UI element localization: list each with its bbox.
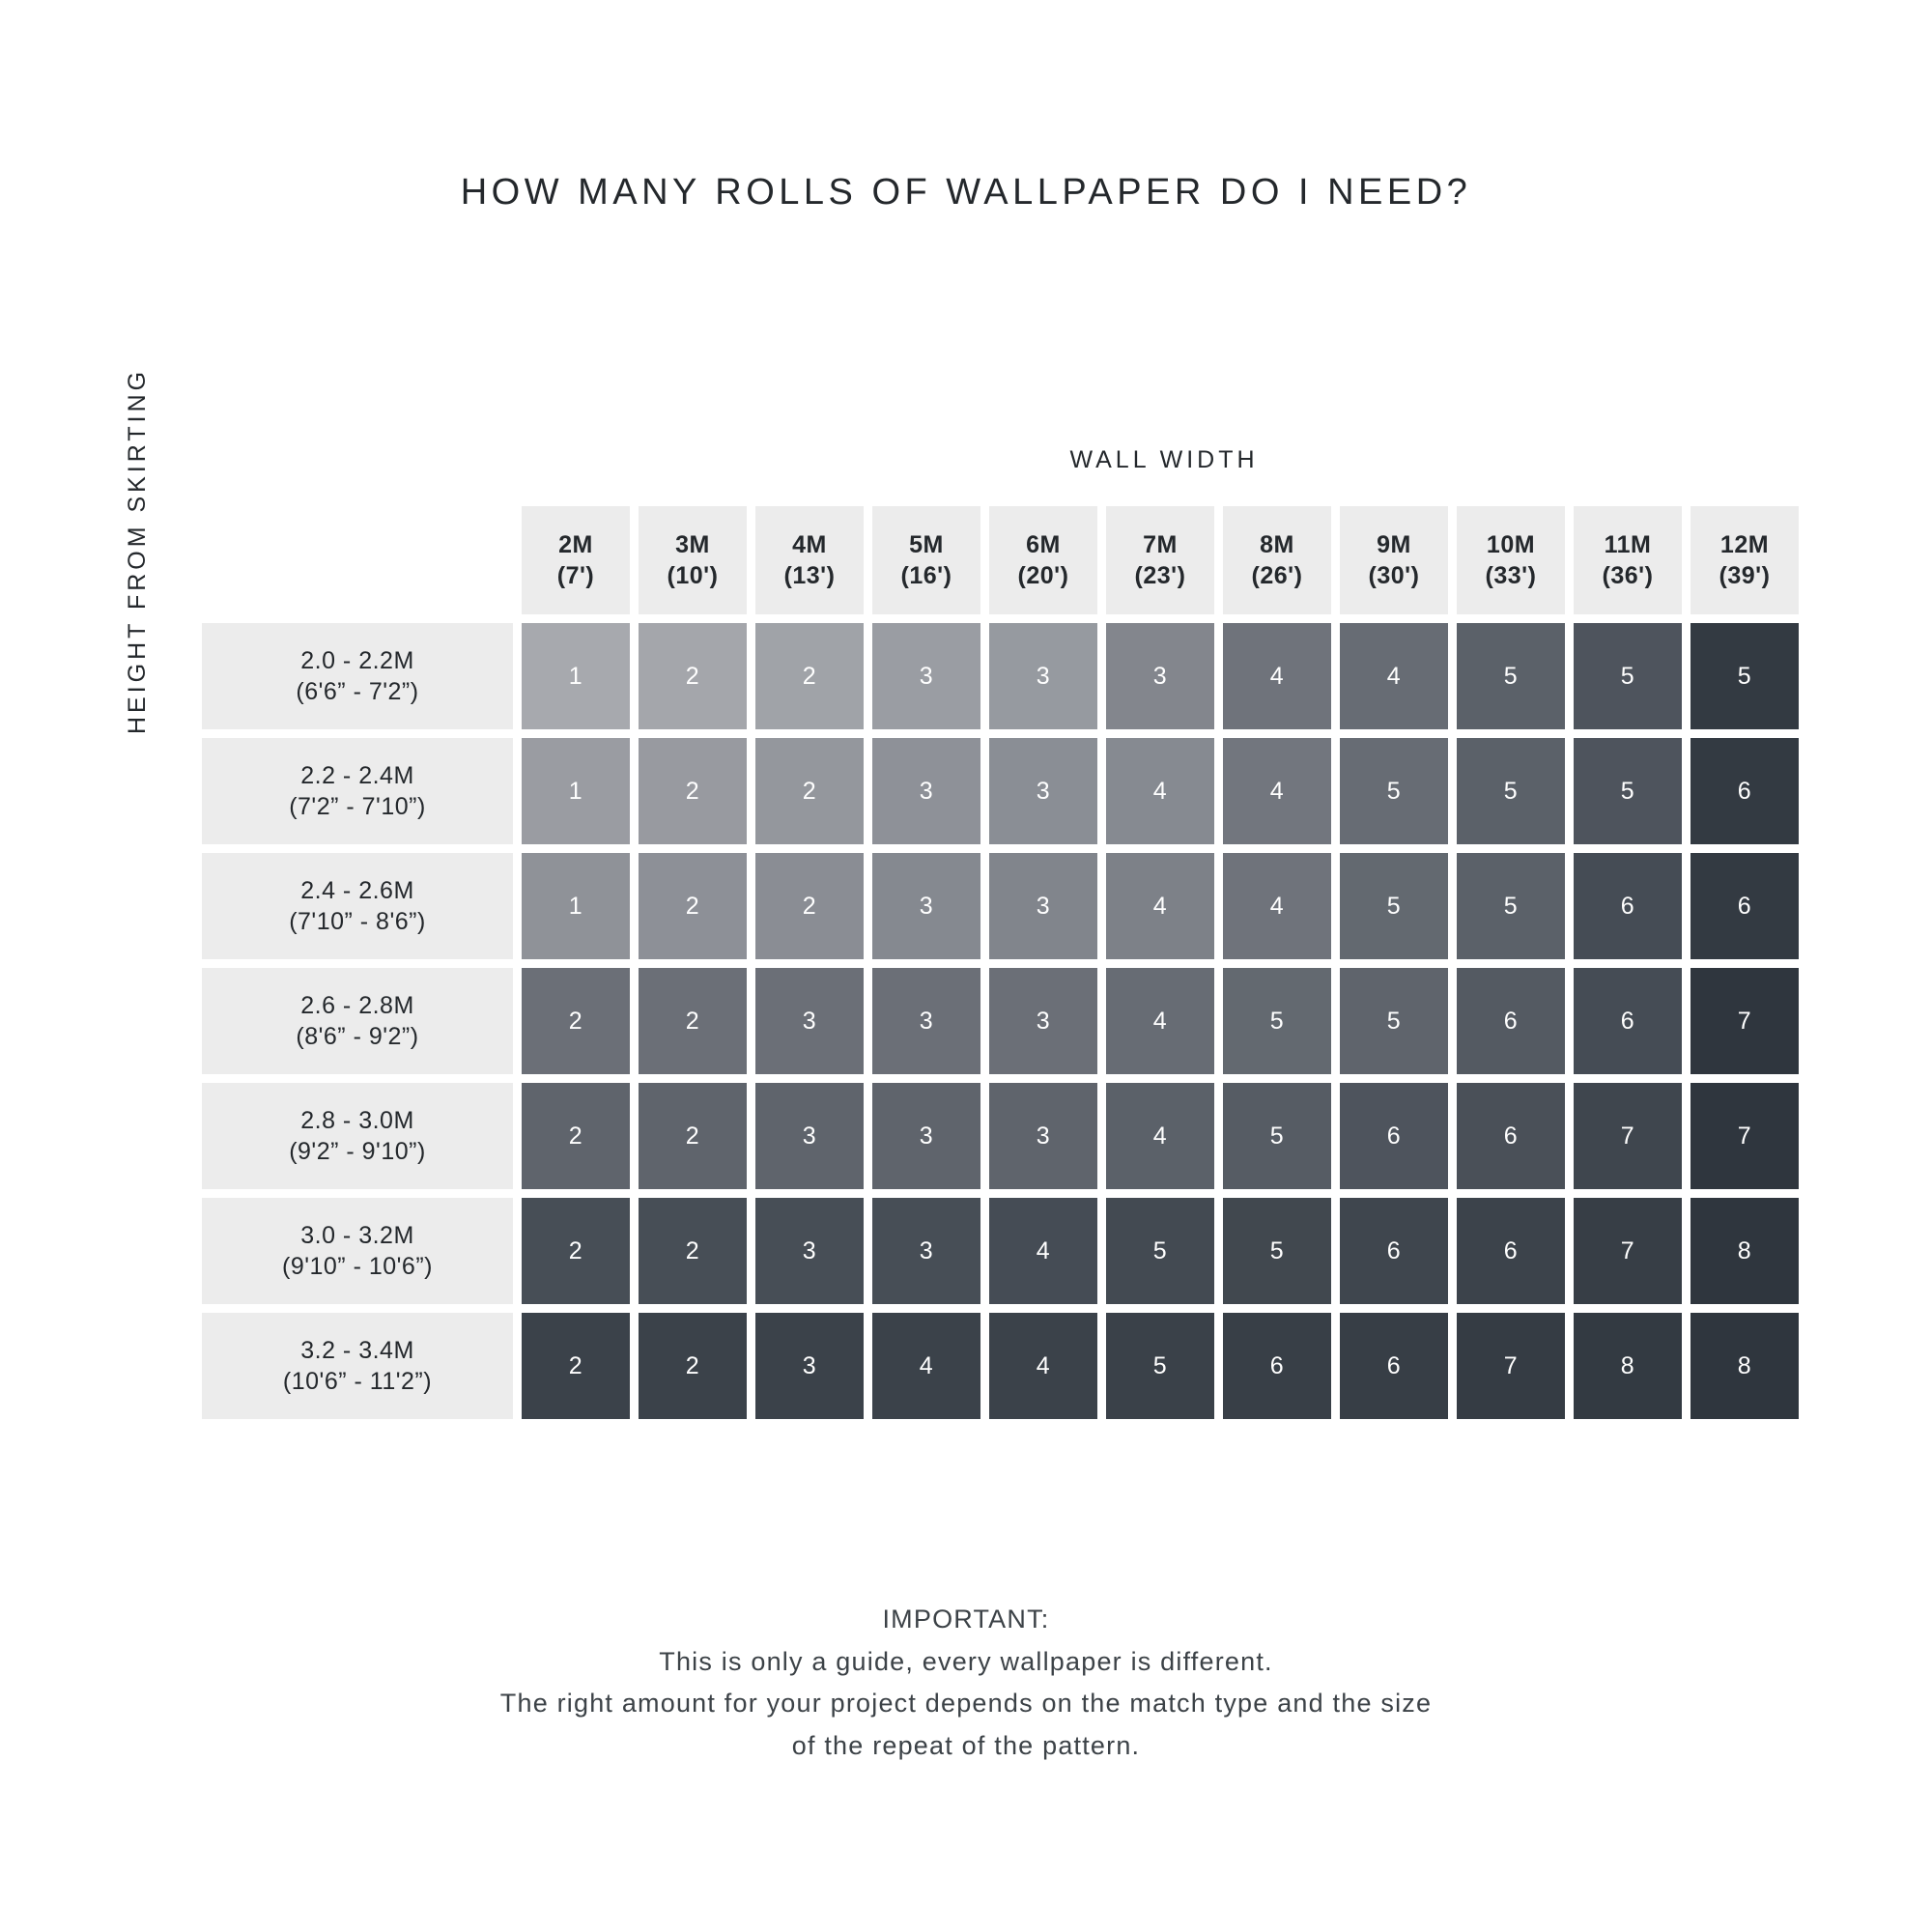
matrix-cell: 2: [639, 1313, 747, 1419]
matrix-cell: 5: [1457, 623, 1565, 729]
matrix-cell: 3: [989, 853, 1097, 959]
table-row: [202, 968, 1799, 1074]
column-header-imperial: (23'): [1134, 562, 1186, 589]
matrix-cell: 2: [522, 1083, 630, 1189]
matrix-cell: 6: [1223, 1313, 1331, 1419]
matrix-cell: 5: [1340, 853, 1448, 959]
column-header: [989, 506, 1097, 614]
matrix-cell: 4: [1340, 623, 1448, 729]
matrix-cell: 3: [755, 1313, 864, 1419]
matrix-cell: 2: [522, 968, 630, 1074]
matrix-cell: 6: [1574, 968, 1682, 1074]
matrix-cell: 1: [522, 623, 630, 729]
column-header: [1457, 506, 1565, 614]
row-header-imperial: (6'6” - 7'2”): [296, 678, 419, 705]
row-header-metric: 2.8 - 3.0M: [300, 1106, 414, 1134]
column-header-metric: 11M: [1604, 531, 1652, 558]
column-header-imperial: (30'): [1368, 562, 1420, 589]
matrix-cell: 4: [1223, 738, 1331, 844]
matrix-cell: 4: [872, 1313, 980, 1419]
matrix-cell: 5: [1223, 1198, 1331, 1304]
matrix-cell: 3: [755, 1083, 864, 1189]
matrix-cell: 5: [1457, 853, 1565, 959]
column-header-metric: 10M: [1486, 531, 1536, 558]
column-header-imperial: (7'): [556, 562, 595, 589]
column-header-metric: 3M: [675, 531, 710, 558]
column-header-metric: 7M: [1143, 531, 1178, 558]
matrix-cell: 3: [989, 1083, 1097, 1189]
matrix-cell: 4: [1106, 968, 1214, 1074]
matrix-cell: 6: [1690, 853, 1799, 959]
column-header: [872, 506, 980, 614]
row-header: [202, 968, 513, 1074]
matrix-cell: 7: [1690, 968, 1799, 1074]
matrix-cell: 4: [1223, 853, 1331, 959]
matrix-cell: 2: [639, 968, 747, 1074]
column-header: [1690, 506, 1799, 614]
row-header-imperial: (8'6” - 9'2”): [296, 1023, 419, 1050]
matrix-cell: 3: [872, 1198, 980, 1304]
matrix-cell: 3: [872, 853, 980, 959]
matrix-cell: 3: [1106, 623, 1214, 729]
table-row: [202, 623, 1799, 729]
matrix-cell: 7: [1574, 1083, 1682, 1189]
column-header-imperial: (20'): [1017, 562, 1069, 589]
footer-line-2: This is only a guide, every wallpaper is different.: [659, 1646, 1273, 1676]
row-header-metric: 2.2 - 2.4M: [300, 761, 414, 789]
table-header-row: [202, 506, 1799, 614]
matrix-cell: 5: [1106, 1313, 1214, 1419]
column-header: [1574, 506, 1682, 614]
matrix-cell: 7: [1574, 1198, 1682, 1304]
table-row: [202, 853, 1799, 959]
matrix-cell: 2: [522, 1313, 630, 1419]
matrix-cell: 2: [639, 1083, 747, 1189]
column-header: [1223, 506, 1331, 614]
column-header-imperial: (36'): [1602, 562, 1654, 589]
matrix-cell: 1: [522, 853, 630, 959]
row-header-imperial: (7'10” - 8'6”): [289, 908, 426, 935]
matrix-cell: 4: [989, 1198, 1097, 1304]
matrix-cell: 3: [989, 738, 1097, 844]
matrix-cell: 5: [1223, 968, 1331, 1074]
table-row: [202, 1198, 1799, 1304]
column-header-metric: 9M: [1377, 531, 1411, 558]
matrix-cell: 3: [989, 968, 1097, 1074]
column-header-imperial: (26'): [1251, 562, 1303, 589]
matrix-cell: 4: [1106, 853, 1214, 959]
column-header: [639, 506, 747, 614]
matrix-cell: 3: [872, 738, 980, 844]
row-header-metric: 2.6 - 2.8M: [300, 991, 414, 1019]
matrix-cell: 6: [1457, 968, 1565, 1074]
column-header: [1340, 506, 1448, 614]
matrix-cell: 5: [1340, 738, 1448, 844]
matrix-cell: 2: [639, 1198, 747, 1304]
matrix-cell: 6: [1340, 1198, 1448, 1304]
matrix-cell: 8: [1574, 1313, 1682, 1419]
matrix-cell: 4: [1106, 738, 1214, 844]
matrix-table: [193, 497, 1807, 1428]
footer-line-4: of the repeat of the pattern.: [791, 1731, 1141, 1761]
row-header-metric: 3.0 - 3.2M: [300, 1221, 414, 1249]
matrix-cell: 5: [1223, 1083, 1331, 1189]
table-row: [202, 1313, 1799, 1419]
matrix-cell: 4: [989, 1313, 1097, 1419]
matrix-cell: 8: [1690, 1198, 1799, 1304]
matrix-cell: 4: [1223, 623, 1331, 729]
matrix-cell: 2: [639, 853, 747, 959]
matrix-cell: 6: [1340, 1313, 1448, 1419]
y-axis-label: HEIGHT FROM SKIRTING: [124, 367, 151, 734]
matrix-cell: 2: [639, 738, 747, 844]
page-title: HOW MANY ROLLS OF WALLPAPER DO I NEED?: [460, 172, 1472, 213]
matrix-cell: 7: [1690, 1083, 1799, 1189]
matrix-cell: 2: [755, 853, 864, 959]
matrix-cell: 6: [1457, 1083, 1565, 1189]
row-header-imperial: (7'2” - 7'10”): [289, 793, 426, 820]
row-header-imperial: (10'6” - 11'2”): [282, 1368, 433, 1395]
column-header-metric: 5M: [909, 531, 944, 558]
row-header: [202, 623, 513, 729]
matrix-cell: 5: [1340, 968, 1448, 1074]
row-header: [202, 1083, 513, 1189]
matrix-body: [202, 623, 1799, 1419]
matrix-cell: 6: [1690, 738, 1799, 844]
matrix-cell: 3: [872, 968, 980, 1074]
row-header-imperial: (9'2” - 9'10”): [289, 1138, 426, 1165]
footer-line-3: The right amount for your project depends on the match type and the size: [499, 1689, 1433, 1719]
matrix-cell: 5: [1574, 738, 1682, 844]
matrix-cell: 7: [1457, 1313, 1565, 1419]
x-axis-label: WALL WIDTH: [1069, 446, 1259, 473]
column-header-metric: 6M: [1026, 531, 1061, 558]
row-header: [202, 1313, 513, 1419]
row-header: [202, 1198, 513, 1304]
column-header: [755, 506, 864, 614]
footer-line-1: IMPORTANT:: [882, 1605, 1050, 1634]
column-header-metric: 2M: [558, 531, 593, 558]
matrix-cell: 5: [1106, 1198, 1214, 1304]
matrix-cell: 3: [872, 1083, 980, 1189]
matrix-cell: 3: [755, 968, 864, 1074]
row-header-imperial: (9'10” - 10'6”): [282, 1253, 433, 1280]
matrix-cell: 6: [1340, 1083, 1448, 1189]
matrix-cell: 3: [872, 623, 980, 729]
matrix-cell: 2: [755, 738, 864, 844]
matrix-cell: 2: [755, 623, 864, 729]
matrix-cell: 5: [1457, 738, 1565, 844]
column-header: [1106, 506, 1214, 614]
column-header: [522, 506, 630, 614]
row-header-metric: 2.4 - 2.6M: [300, 876, 414, 904]
matrix-cell: 3: [755, 1198, 864, 1304]
table-row: [202, 738, 1799, 844]
matrix-corner: [202, 506, 513, 614]
column-header-imperial: (13'): [783, 562, 836, 589]
matrix-cell: 8: [1690, 1313, 1799, 1419]
column-header-metric: 12M: [1719, 531, 1770, 558]
matrix-cell: 2: [639, 623, 747, 729]
column-header-imperial: (33'): [1485, 562, 1537, 589]
column-header-imperial: (16'): [900, 562, 952, 589]
matrix-cell: 1: [522, 738, 630, 844]
rolls-matrix: [193, 497, 1807, 1428]
row-header: [202, 738, 513, 844]
row-header: [202, 853, 513, 959]
matrix-cell: 4: [1106, 1083, 1214, 1189]
row-header-metric: 3.2 - 3.4M: [300, 1336, 414, 1364]
matrix-cell: 5: [1574, 623, 1682, 729]
matrix-cell: 5: [1690, 623, 1799, 729]
matrix-cell: 6: [1457, 1198, 1565, 1304]
matrix-cell: 6: [1574, 853, 1682, 959]
column-header-metric: 4M: [792, 531, 827, 558]
column-header-imperial: (10'): [667, 562, 719, 589]
matrix-cell: 3: [989, 623, 1097, 729]
footer-note: [0, 1599, 1932, 1768]
column-header-metric: 8M: [1260, 531, 1294, 558]
matrix-cell: 2: [522, 1198, 630, 1304]
table-row: [202, 1083, 1799, 1189]
column-header-imperial: (39'): [1719, 562, 1771, 589]
row-header-metric: 2.0 - 2.2M: [300, 646, 414, 674]
